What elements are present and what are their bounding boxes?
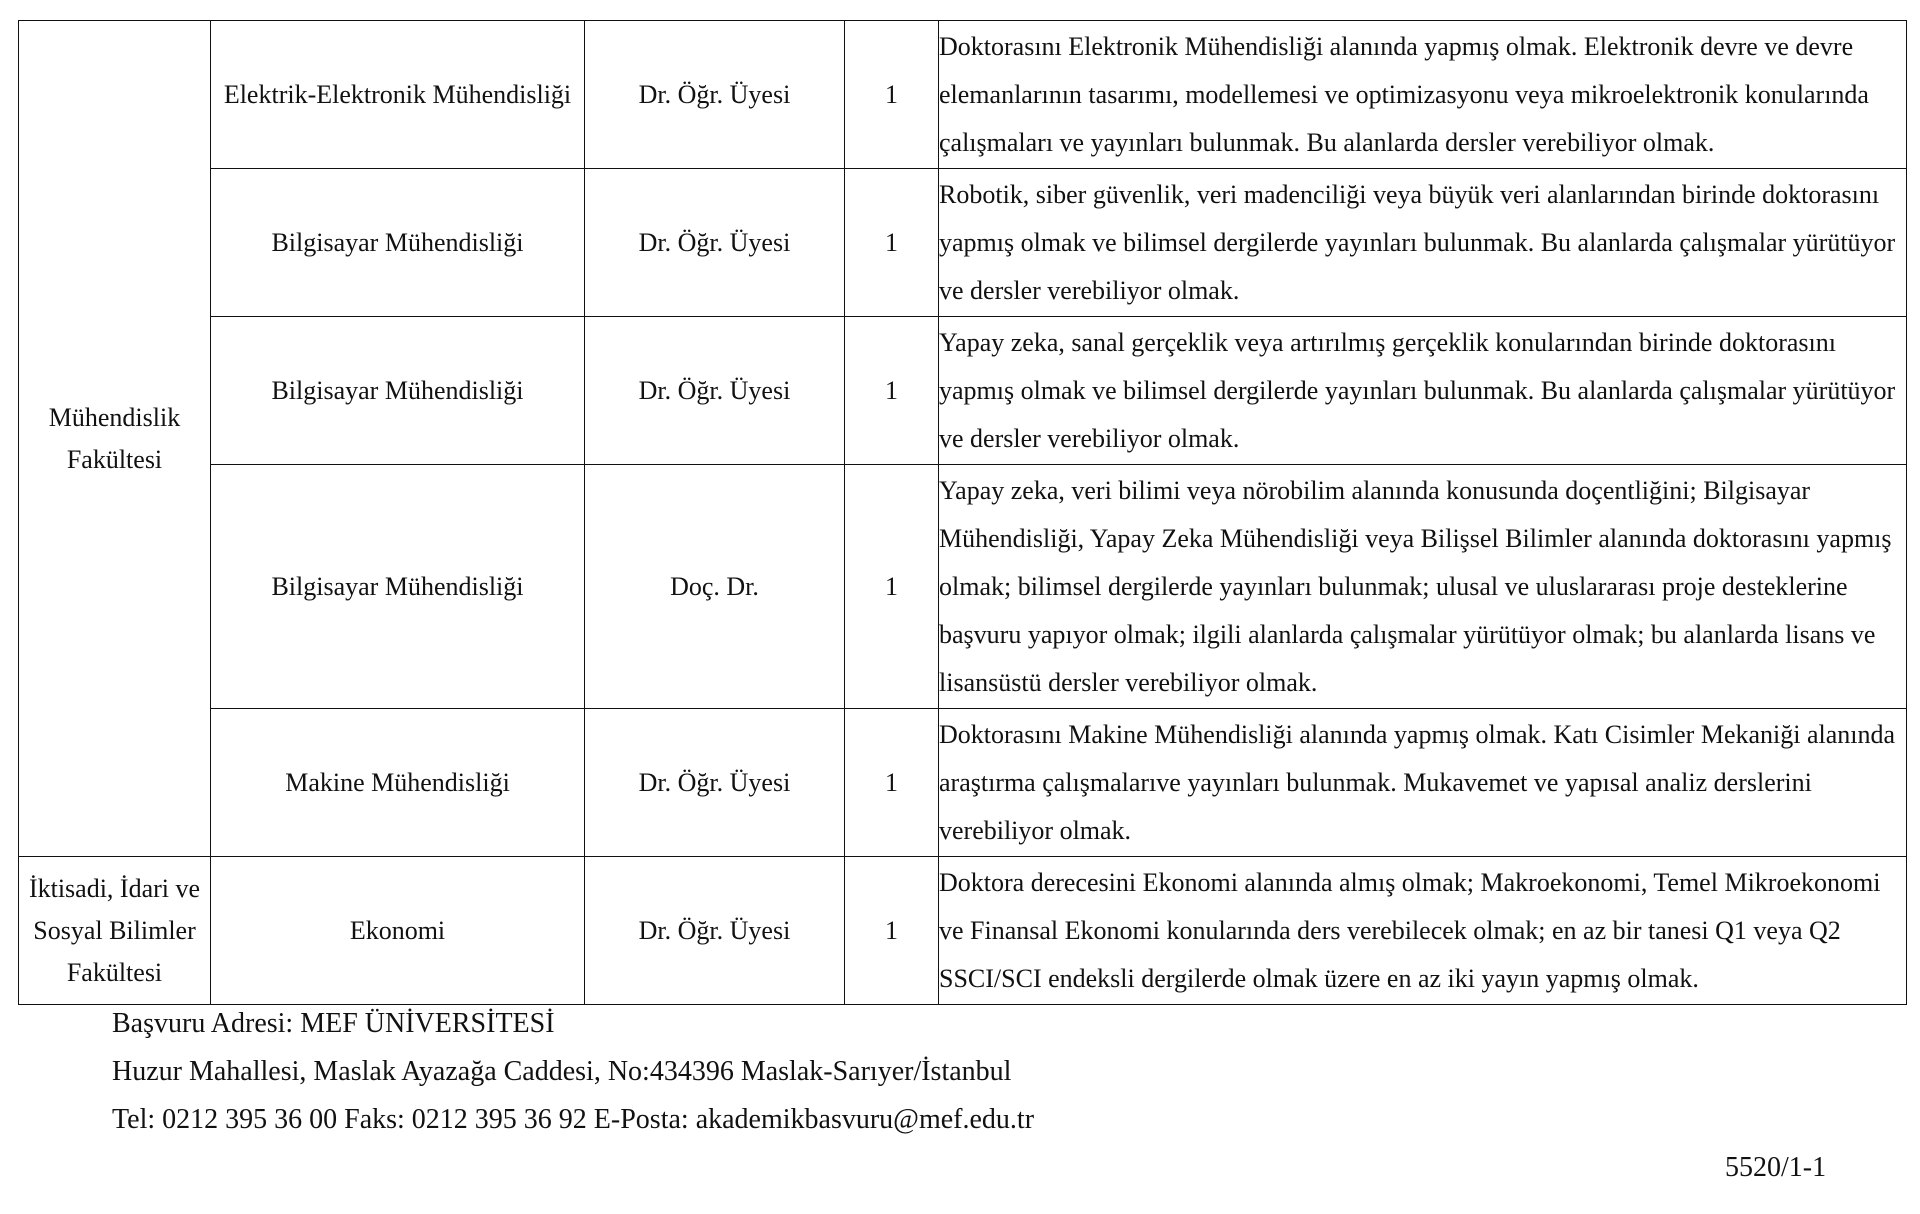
table-row: [19, 465, 1907, 709]
department-cell: Elektrik-Elektronik Mühendisliği: [211, 21, 585, 169]
description-cell: Doktorasını Makine Mühendisliği alanında yapmış olmak. Katı Cisimler Mekaniği alanında araştırma çalışmalarıve yayınları bulunmak. Mukavemet ve yapısal analiz derslerini verebiliyor olmak.: [939, 709, 1907, 857]
description-cell: Yapay zeka, sanal gerçeklik veya artırılmış gerçeklik konularından birinde doktorasını yapmış olmak ve bilimsel dergilerde yayınları bulunmak. Bu alanlarda çalışmalar yürütüyor ve dersler verebiliyor olmak.: [939, 317, 1907, 465]
faculty-cell: İktisadi, İdari ve Sosyal Bilimler Fakültesi: [19, 857, 211, 1005]
title-cell: Dr. Öğr. Üyesi: [585, 169, 845, 317]
description-cell: Robotik, siber güvenlik, veri madenciliği veya büyük veri alanlarından birinde doktorasını yapmış olmak ve bilimsel dergilerde yayınları bulunmak. Bu alanlarda çalışmalar yürütüyor ve dersler verebiliyor olmak.: [939, 169, 1907, 317]
table-row: [19, 857, 1907, 1005]
department-cell: Makine Mühendisliği: [211, 709, 585, 857]
department-cell: Bilgisayar Mühendisliği: [211, 169, 585, 317]
title-cell: Dr. Öğr. Üyesi: [585, 317, 845, 465]
table-row: [19, 21, 1907, 169]
table-row: [19, 709, 1907, 857]
address-line: Başvuru Adresi: MEF ÜNİVERSİTESİ: [112, 1008, 555, 1039]
title-cell: Dr. Öğr. Üyesi: [585, 21, 845, 169]
department-cell: Bilgisayar Mühendisliği: [211, 317, 585, 465]
contact-line: Tel: 0212 395 36 00 Faks: 0212 395 36 92 E-Posta: akademikbasvuru@mef.edu.tr: [112, 1104, 1035, 1135]
vacancy-table: [18, 20, 1907, 1005]
department-cell: Bilgisayar Mühendisliği: [211, 465, 585, 709]
faculty-cell: Mühendislik Fakültesi: [19, 21, 211, 857]
description-cell: Yapay zeka, veri bilimi veya nörobilim alanında konusunda doçentliğini; Bilgisayar Mühendisliği, Yapay Zeka Mühendisliği veya Bilişsel Bilimler alanında doktorasını yapmış olmak; bilimsel dergilerde yayınları bulunmak; ulusal ve uluslararası proje desteklerine başvuru yapıyor olmak; ilgili alanlarda çalışmalar yürütüyor olmak; bu alanlarda lisans ve lisansüstü dersler verebiliyor olmak.: [939, 465, 1907, 709]
title-cell: Dr. Öğr. Üyesi: [585, 857, 845, 1005]
table-row: [19, 169, 1907, 317]
department-cell: Ekonomi: [211, 857, 585, 1005]
count-cell: 1: [845, 317, 939, 465]
count-cell: 1: [845, 21, 939, 169]
count-cell: 1: [845, 709, 939, 857]
title-cell: Dr. Öğr. Üyesi: [585, 709, 845, 857]
description-cell: Doktorasını Elektronik Mühendisliği alanında yapmış olmak. Elektronik devre ve devre elemanlarının tasarımı, modellemesi ve optimizasyonu veya mikroelektronik konularında çalışmaları ve yayınları bulunmak. Bu alanlarda dersler verebiliyor olmak.: [939, 21, 1907, 169]
count-cell: 1: [845, 465, 939, 709]
description-cell: Doktora derecesini Ekonomi alanında almış olmak; Makroekonomi, Temel Mikroekonomi ve Finansal Ekonomi konularında ders verebilecek olmak; en az bir tanesi Q1 veya Q2 SSCI/SCI endeksli dergilerde olmak üzere en az iki yayın yapmış olmak.: [939, 857, 1907, 1005]
page-number: 5520/1-1: [1725, 1152, 1827, 1183]
table-row: [19, 317, 1907, 465]
street-line: Huzur Mahallesi, Maslak Ayazağa Caddesi, No:434396 Maslak-Sarıyer/İstanbul: [112, 1056, 1012, 1087]
application-address-block: [112, 1000, 1034, 1144]
count-cell: 1: [845, 169, 939, 317]
count-cell: 1: [845, 857, 939, 1005]
title-cell: Doç. Dr.: [585, 465, 845, 709]
